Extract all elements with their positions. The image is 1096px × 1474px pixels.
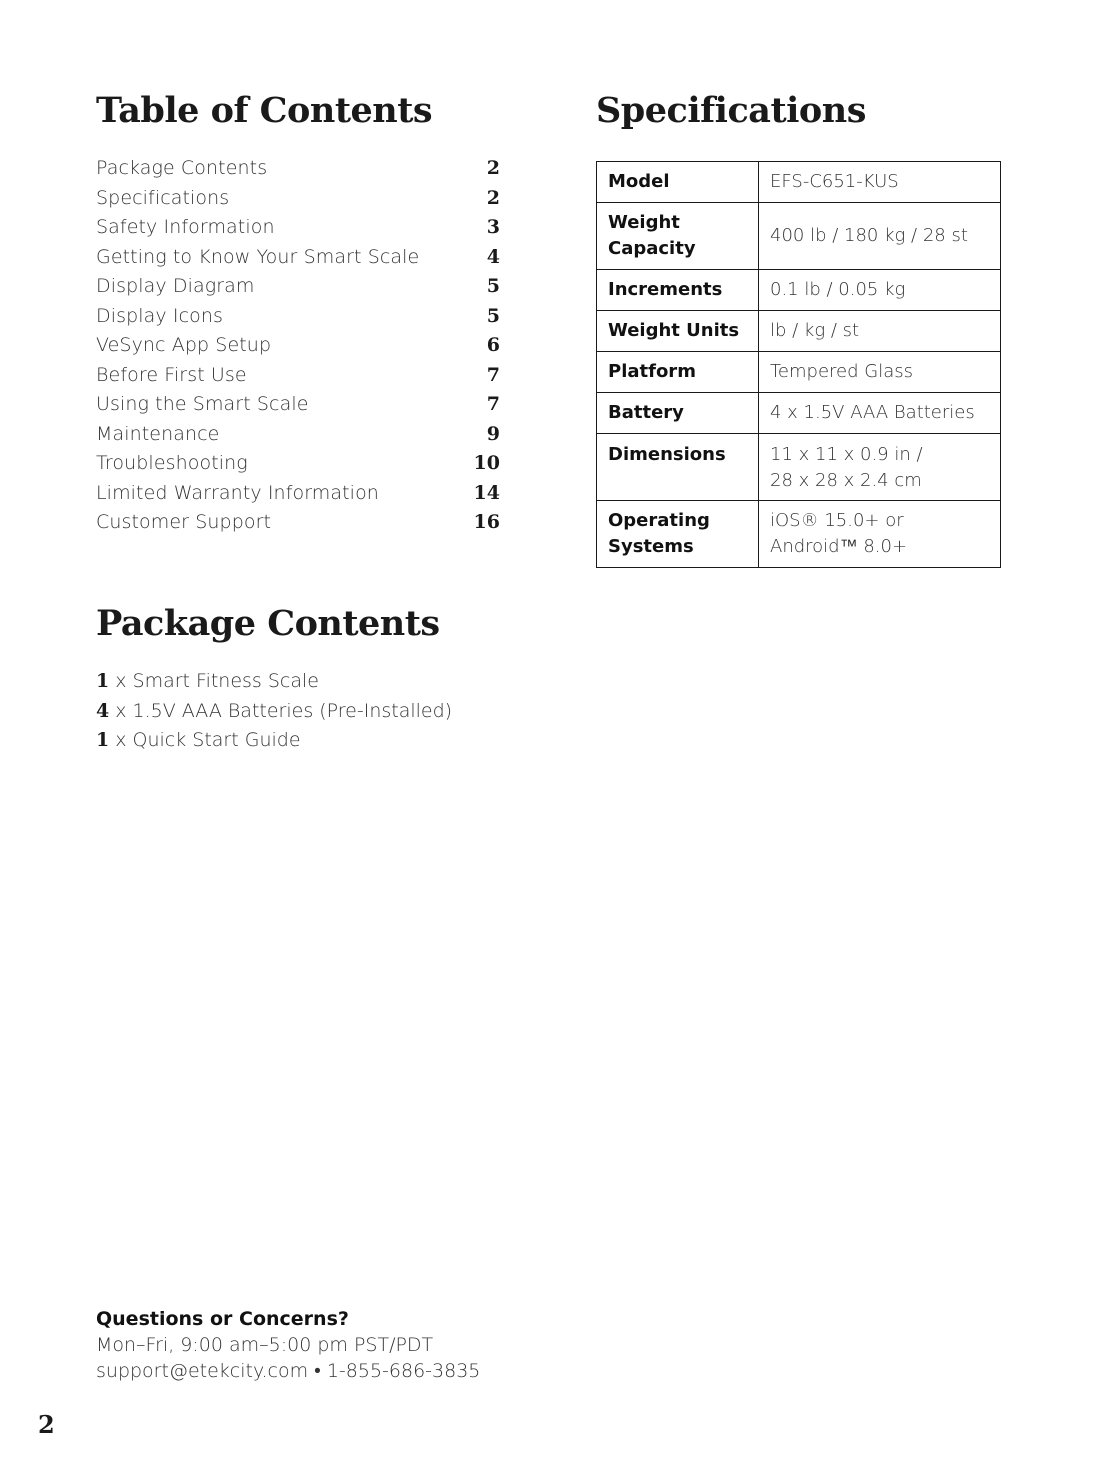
item-quantity: 4	[96, 699, 110, 722]
toc-title: Table of Contents	[96, 90, 433, 131]
toc-item-maintenance[interactable]	[96, 423, 500, 453]
contact-details[interactable]: support@etekcity.com • 1-855-686-3835	[96, 1360, 481, 1382]
spec-row-operating-systems	[597, 501, 1001, 568]
list-item	[96, 729, 452, 759]
toc-item-page: 3	[486, 216, 500, 238]
spec-key: Operating Systems	[597, 501, 759, 568]
toc-item-label: Using the Smart Scale	[96, 393, 309, 415]
toc-item-page: 5	[486, 275, 500, 297]
toc-item-safety-information[interactable]	[96, 216, 500, 246]
toc-item-label: VeSync App Setup	[96, 334, 272, 356]
toc-item-page: 6	[486, 334, 500, 356]
item-quantity: 1	[96, 670, 110, 692]
toc-item-customer-support[interactable]	[96, 511, 500, 541]
contact-heading: Questions or Concerns?	[96, 1308, 349, 1330]
package-contents-list	[96, 670, 452, 759]
spec-key: Weight Capacity	[597, 203, 759, 270]
toc-item-label: Getting to Know Your Smart Scale	[96, 245, 420, 268]
toc-item-getting-to-know[interactable]	[96, 246, 500, 276]
toc-item-troubleshooting[interactable]	[96, 452, 500, 482]
toc-item-label: Display Diagram	[96, 275, 255, 297]
toc-item-page: 7	[486, 363, 500, 386]
list-item	[96, 700, 452, 730]
toc-item-before-first-use[interactable]	[96, 364, 500, 394]
toc-item-label: Display Icons	[96, 304, 223, 327]
spec-value: Tempered Glass	[759, 352, 1001, 393]
spec-value: 400 lb / 180 kg / 28 st	[759, 203, 1001, 270]
item-label: x Quick Start Guide	[115, 729, 301, 751]
toc-item-label: Customer Support	[96, 511, 272, 533]
specifications-table	[596, 161, 1001, 568]
spec-key: Weight Units	[597, 311, 759, 352]
spec-key: Increments	[597, 270, 759, 311]
toc-item-label: Safety Information	[96, 216, 275, 238]
toc-item-label: Limited Warranty Information	[96, 481, 379, 504]
toc-item-page: 16	[473, 511, 500, 533]
toc-item-page: 2	[486, 157, 500, 179]
toc-item-page: 4	[486, 245, 500, 268]
spec-value: iOS® 15.0+ or Android™ 8.0+	[759, 501, 1001, 568]
toc-item-vesync-app-setup[interactable]	[96, 334, 500, 364]
spec-row-increments	[597, 270, 1001, 311]
toc-item-page: 5	[486, 304, 500, 327]
package-contents-title: Package Contents	[96, 603, 440, 644]
toc-item-using-the-smart-scale[interactable]	[96, 393, 500, 423]
toc-item-display-icons[interactable]	[96, 305, 500, 335]
toc-item-page: 7	[486, 393, 500, 415]
toc-list	[96, 157, 500, 541]
toc-item-page: 10	[473, 452, 500, 474]
item-quantity: 1	[96, 729, 110, 751]
toc-item-page: 2	[486, 186, 500, 209]
contact-block	[96, 1306, 480, 1384]
spec-key: Dimensions	[597, 434, 759, 501]
spec-key: Battery	[597, 393, 759, 434]
toc-item-package-contents[interactable]	[96, 157, 500, 187]
spec-value: EFS-C651-KUS	[759, 162, 1001, 203]
toc-item-specifications[interactable]	[96, 187, 500, 217]
spec-row-model	[597, 162, 1001, 203]
toc-item-display-diagram[interactable]	[96, 275, 500, 305]
toc-item-page: 9	[486, 422, 500, 445]
spec-key: Model	[597, 162, 759, 203]
spec-key: Platform	[597, 352, 759, 393]
toc-item-label: Specifications	[96, 186, 230, 209]
spec-value: 0.1 lb / 0.05 kg	[759, 270, 1001, 311]
toc-item-label: Package Contents	[96, 157, 268, 179]
spec-value: 4 x 1.5V AAA Batteries	[759, 393, 1001, 434]
contact-hours: Mon–Fri, 9:00 am–5:00 pm PST/PDT	[96, 1334, 434, 1356]
spec-row-dimensions	[597, 434, 1001, 501]
item-label: x Smart Fitness Scale	[115, 670, 319, 692]
toc-item-limited-warranty[interactable]	[96, 482, 500, 512]
spec-row-weight-capacity	[597, 203, 1001, 270]
toc-item-page: 14	[473, 481, 500, 504]
toc-item-label: Before First Use	[96, 363, 247, 386]
spec-value: lb / kg / st	[759, 311, 1001, 352]
spec-row-battery	[597, 393, 1001, 434]
toc-item-label: Maintenance	[96, 422, 220, 445]
specifications-title: Specifications	[596, 90, 866, 131]
item-label: x 1.5V AAA Batteries (Pre-Installed)	[115, 699, 453, 722]
spec-row-platform	[597, 352, 1001, 393]
spec-value: 11 x 11 x 0.9 in / 28 x 28 x 2.4 cm	[759, 434, 1001, 501]
list-item	[96, 670, 452, 700]
spec-row-weight-units	[597, 311, 1001, 352]
toc-item-label: Troubleshooting	[96, 452, 248, 474]
page-number: 2	[38, 1410, 55, 1439]
